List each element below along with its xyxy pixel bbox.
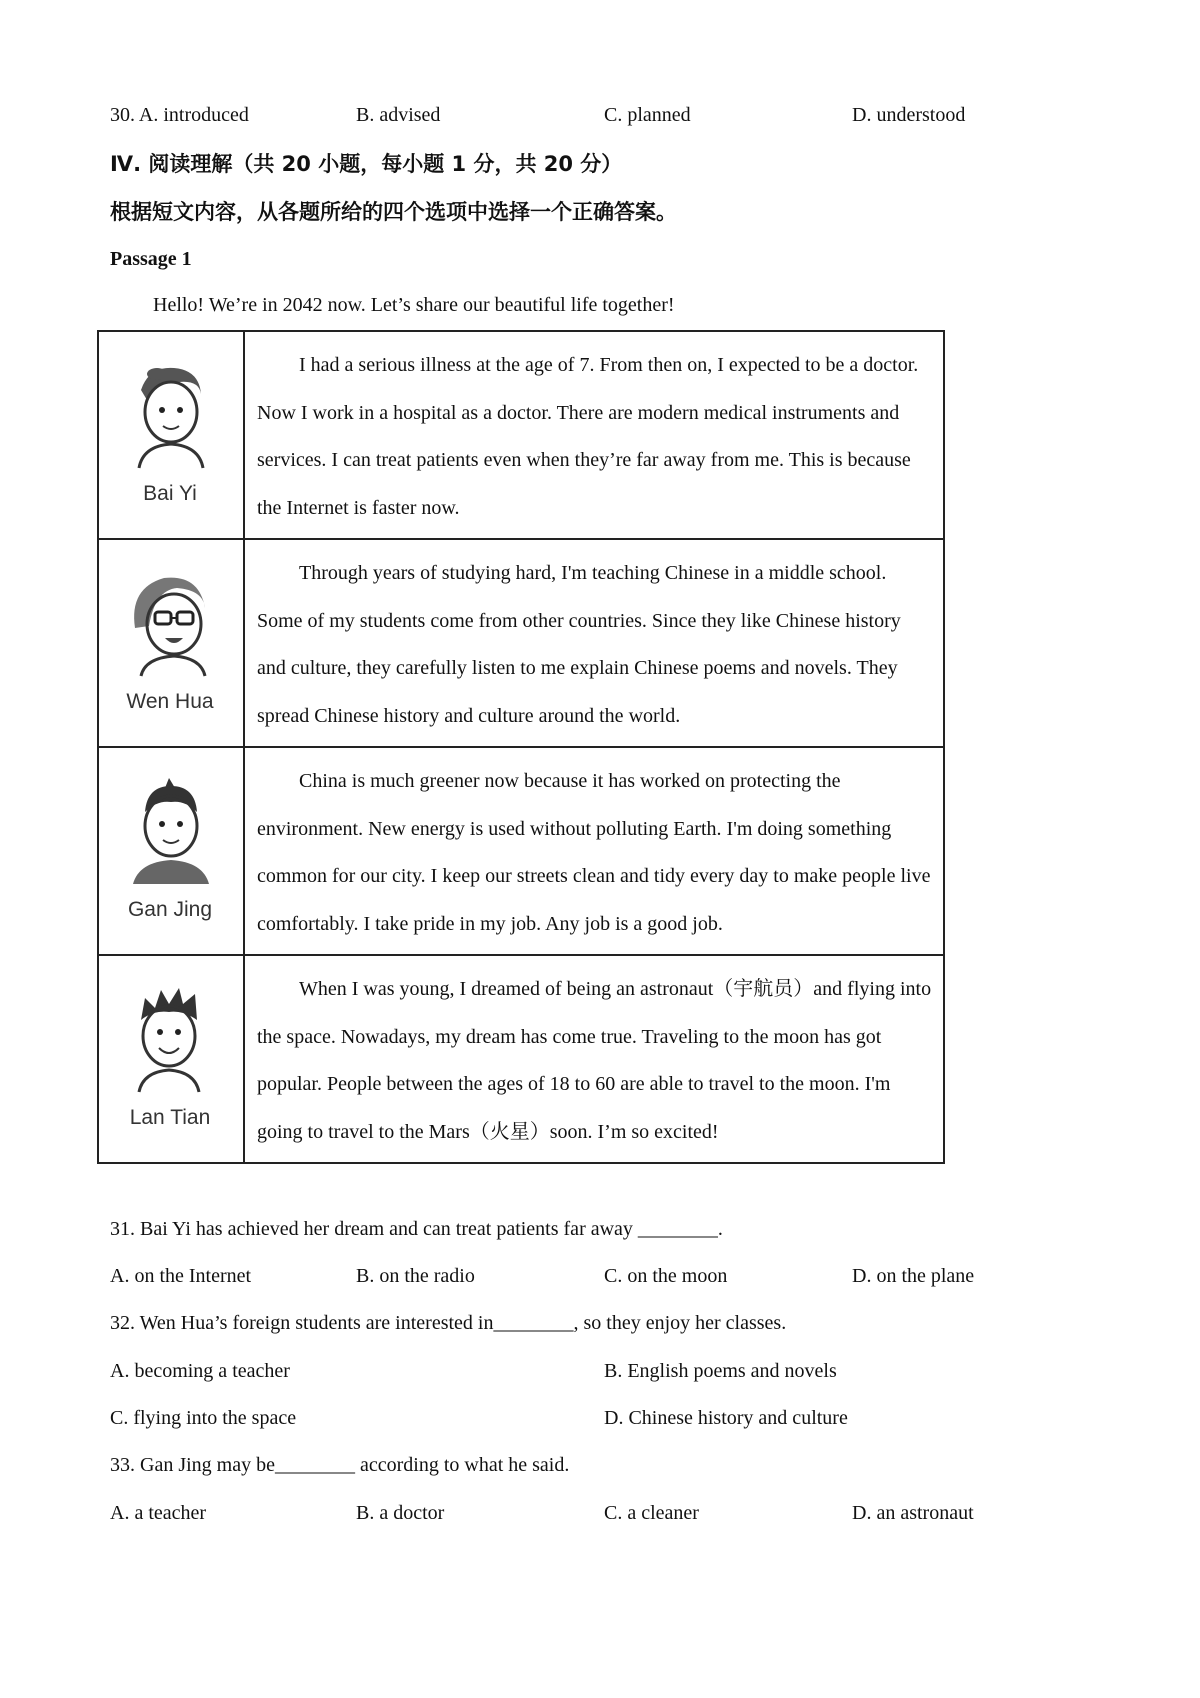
q33-option-a: A. a teacher	[110, 1502, 207, 1524]
q30-option-c: C. planned	[604, 104, 691, 126]
q33-option-b: B. a doctor	[356, 1502, 445, 1524]
boy-spiky-avatar-icon	[119, 984, 219, 1094]
person-name: Wen Hua	[126, 690, 214, 713]
person-name: Lan Tian	[129, 1106, 211, 1129]
passage-row	[98, 331, 944, 539]
passage-row	[98, 747, 944, 955]
girl-glasses-avatar-icon	[119, 568, 219, 678]
person-description: I had a serious illness at the age of 7. From then on, I expected to be a doctor. Now I work in a hospital as a doctor. There are modern medical instruments and services. I can treat patients even when they’re far away from me. This is because the Internet is faster now.	[244, 331, 944, 539]
passage-table	[97, 330, 945, 1164]
q32-option-a: A. becoming a teacher	[110, 1360, 290, 1382]
person-name: Gan Jing	[127, 898, 213, 921]
q30-option-b: B. advised	[356, 104, 441, 126]
question-33-stem: 33. Gan Jing may be________ according to what he said.	[110, 1454, 570, 1476]
q31-option-b: B. on the radio	[356, 1265, 475, 1287]
question-31-stem: 31. Bai Yi has achieved her dream and can treat patients far away ________.	[110, 1218, 723, 1240]
person-name: Bai Yi	[143, 482, 197, 505]
q33-option-d: D. an astronaut	[852, 1502, 974, 1524]
q31-option-c: C. on the moon	[604, 1265, 728, 1287]
person-description: China is much greener now because it has worked on protecting the environment. New energy is used without polluting Earth. I'm doing something common for our city. I keep our streets clean and tidy every day to make people live comfortably. I take pride in my job. Any job is a good job.	[244, 747, 944, 955]
portrait-cell	[98, 331, 244, 539]
q33-option-c: C. a cleaner	[604, 1502, 699, 1524]
q30-option-a: 30. A. introduced	[110, 104, 249, 126]
portrait-cell	[98, 539, 244, 747]
person-description: When I was young, I dreamed of being an astronaut（宇航员）and flying into the space. Nowadays, my dream has come true. Traveling to the moon has got popular. People between the ages of 18 to 60 are able to travel to the moon. I'm going to travel to the Mars（火星）soon. I’m so excited!	[244, 955, 944, 1163]
person-description: Through years of studying hard, I'm teaching Chinese in a middle school. Some of my students come from other countries. Since they like Chinese history and culture, they carefully listen to me explain Chinese poems and novels. They spread Chinese history and culture around the world.	[244, 539, 944, 747]
section-instruction: 根据短文内容，从各题所给的四个选项中选择一个正确答案。	[110, 200, 677, 224]
passage-intro: Hello! We’re in 2042 now. Let’s share our beautiful life together!	[153, 294, 675, 316]
portrait-cell	[98, 955, 244, 1163]
boy-avatar-icon	[119, 776, 219, 886]
section-title: Ⅳ. 阅读理解（共 20 小题，每小题 1 分，共 20 分）	[110, 152, 623, 176]
q32-option-c: C. flying into the space	[110, 1407, 297, 1429]
portrait-cell	[98, 747, 244, 955]
question-32-stem: 32. Wen Hua’s foreign students are interested in________, so they enjoy her classes.	[110, 1312, 787, 1334]
q30-option-d: D. understood	[852, 104, 966, 126]
q32-option-b: B. English poems and novels	[604, 1360, 837, 1382]
passage-row	[98, 539, 944, 747]
q31-option-a: A. on the Internet	[110, 1265, 252, 1287]
q32-option-d: D. Chinese history and culture	[604, 1407, 848, 1429]
passage-row	[98, 955, 944, 1163]
girl-avatar-icon	[119, 360, 219, 470]
q31-option-d: D. on the plane	[852, 1265, 975, 1287]
passage-title: Passage 1	[110, 248, 192, 270]
